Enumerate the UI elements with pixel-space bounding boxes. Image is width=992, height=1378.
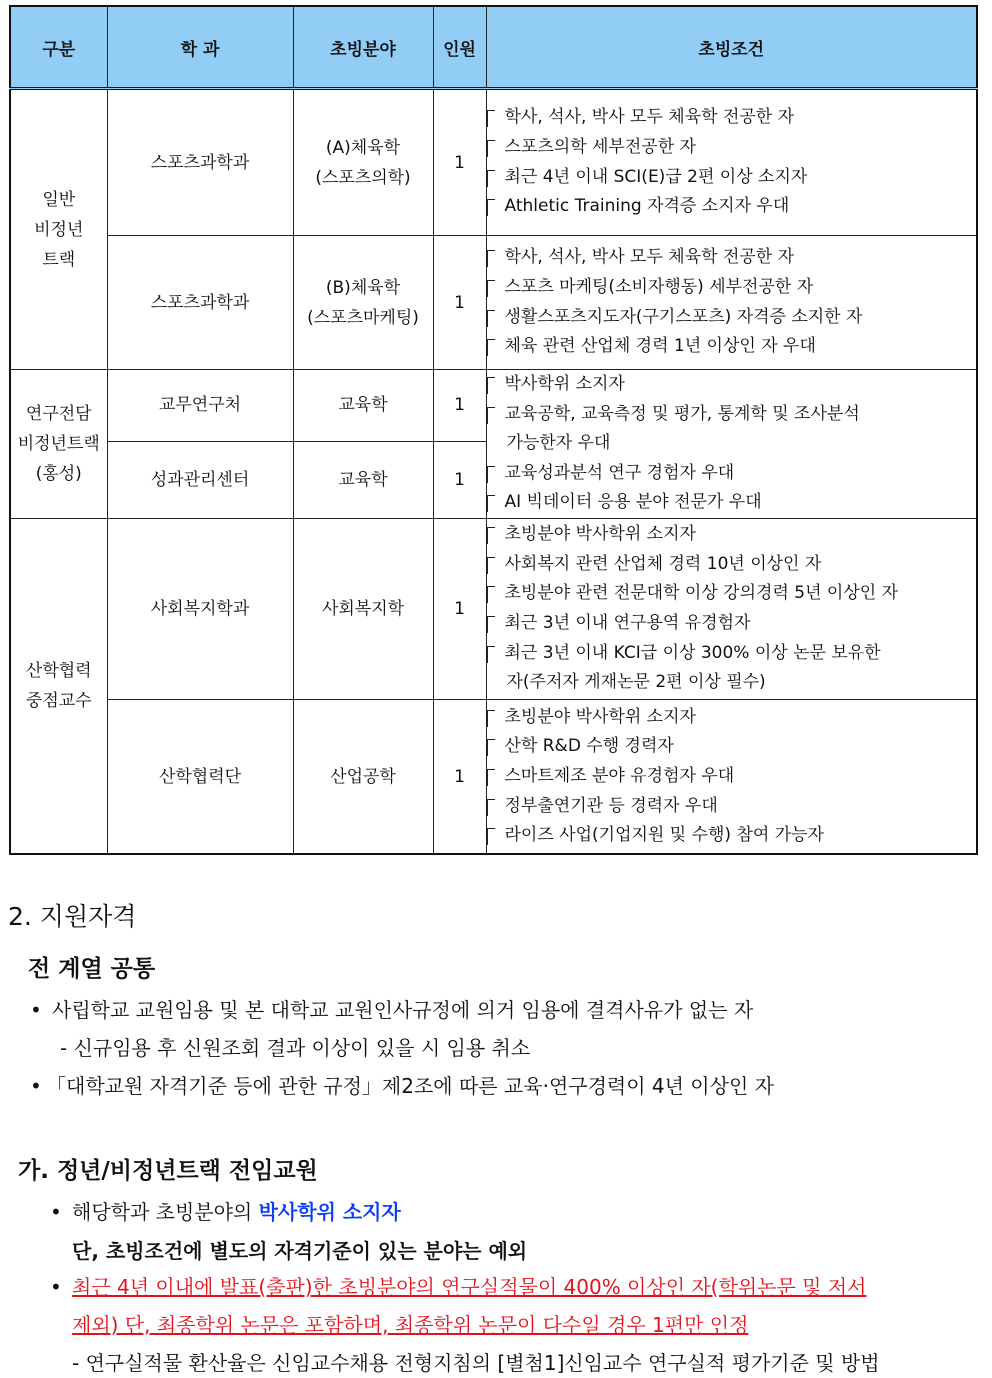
ga-item-red-text-cont: 제외) 단, 최종학위 논문은 포함하며, 최종학위 논문이 다수일 경우 1편만 인정: [72, 1313, 749, 1337]
count-cell: 1: [433, 699, 486, 854]
bullet-icon: •: [50, 1275, 62, 1299]
condition-item: 최근 3년 이내 KCI급 이상 300% 이상 논문 보유한: [487, 639, 977, 669]
common-item: [30, 994, 753, 1023]
count-cell: 1: [433, 236, 486, 370]
condition-item: 생활스포츠지도자(구기스포츠) 자격증 소지한 자: [487, 303, 977, 333]
ga-item-note: 단, 초빙조건에 별도의 자격기준이 있는 분야는 예외: [72, 1239, 528, 1263]
condition-item: 자(주저자 게재논문 2편 이상 필수): [506, 672, 766, 693]
recruitment-table: [9, 5, 978, 855]
ga-item-highlight: 박사학위 소지자: [258, 1200, 401, 1224]
group-research: 연구전담 비정년트랙 (홍성): [10, 370, 107, 519]
dept-cell: 스포츠과학과: [107, 236, 293, 370]
section-title: 2. 지원자격: [8, 902, 137, 931]
group-general: 일반 비정년 트랙: [10, 89, 107, 370]
field-cell: 사회복지학: [293, 518, 433, 699]
dept-cell: 성과관리센터: [107, 441, 293, 518]
condition-item: AI 빅데이터 응용 분야 전문가 우대: [487, 488, 977, 518]
condition-item: 스마트제조 분야 유경험자 우대: [487, 762, 977, 792]
header-field: 초빙분야: [293, 6, 433, 89]
conditions-cell: [486, 518, 977, 699]
table-row: [10, 370, 977, 442]
count-cell: 1: [433, 89, 486, 236]
header-count: 인원: [433, 6, 486, 89]
condition-item: 스포츠 마케팅(소비자행동) 세부전공한 자: [487, 273, 977, 303]
condition-item: 가능한자 우대: [506, 433, 611, 454]
count-cell: 1: [433, 441, 486, 518]
ga-item-text: 해당학과 초빙분야의: [72, 1200, 259, 1224]
conditions-cell: [486, 89, 977, 236]
table-row: [10, 236, 977, 370]
field-cell: 교육학: [293, 441, 433, 518]
dept-cell: 교무연구처: [107, 370, 293, 442]
bullet-icon: •: [30, 1074, 42, 1098]
condition-item: 사회복지 관련 산업체 경력 10년 이상인 자: [487, 550, 977, 580]
count-cell: 1: [433, 370, 486, 442]
common-subitem: - 신규임용 후 신원조회 결과 이상이 있을 시 임용 취소: [60, 1036, 531, 1060]
condition-item: 스포츠의학 세부전공한 자: [487, 133, 977, 163]
condition-item: 학사, 석사, 박사 모두 체육학 전공한 자: [487, 103, 977, 133]
common-item-text: 사립학교 교원임용 및 본 대학교 교원인사규정에 의거 임용에 결격사유가 없는 자: [52, 998, 754, 1022]
bullet-icon: •: [30, 998, 42, 1022]
group-industry: 산학협력 중점교수: [10, 518, 107, 854]
condition-item: 학사, 석사, 박사 모두 체육학 전공한 자: [487, 243, 977, 273]
header-department: 학 과: [107, 6, 293, 89]
ga-item: [50, 1196, 401, 1225]
field-cell: 교육학: [293, 370, 433, 442]
condition-item: 초빙분야 관련 전문대학 이상 강의경력 5년 이상인 자: [487, 579, 977, 609]
conditions-cell: [486, 236, 977, 370]
condition-item: 박사학위 소지자: [487, 370, 977, 400]
conditions-cell: [486, 370, 977, 519]
field-cell: 산업공학: [293, 699, 433, 854]
condition-item: 산학 R&D 수행 경력자: [487, 732, 977, 762]
dept-cell: 스포츠과학과: [107, 89, 293, 236]
condition-item: 초빙분야 박사학위 소지자: [487, 520, 977, 550]
ga-item-red-text: 최근 4년 이내에 발표(출판)한 초빙분야의 연구실적물이 400% 이상인 자(학위논문 및 저서: [72, 1275, 867, 1299]
dept-cell: 산학협력단: [107, 699, 293, 854]
condition-item: 초빙분야 박사학위 소지자: [487, 703, 977, 733]
common-item-text: 「대학교원 자격기준 등에 관한 규정」제2조에 따른 교육·연구경력이 4년 이상인 자: [46, 1074, 774, 1098]
field-cell: (A)체육학 (스포츠의학): [293, 89, 433, 236]
condition-item: 최근 4년 이내 SCI(E)급 2편 이상 소지자: [487, 163, 977, 193]
table-header-row: [10, 6, 977, 89]
dept-cell: 사회복지학과: [107, 518, 293, 699]
table-row: [10, 89, 977, 236]
condition-item: Athletic Training 자격증 소지자 우대: [487, 192, 977, 222]
condition-item: 교육성과분석 연구 경험자 우대: [487, 459, 977, 489]
ga-subitem: - 연구실적물 환산율은 신임교수채용 전형지침의 [별첨1]신임교수 연구실적 평가기준 및 방법: [72, 1351, 880, 1375]
header-category: 구분: [10, 6, 107, 89]
condition-item: 체육 관련 산업체 경력 1년 이상인 자 우대: [487, 332, 977, 362]
condition-item: 최근 3년 이내 연구용역 유경험자: [487, 609, 977, 639]
ga-heading: 가. 정년/비정년트랙 전임교원: [18, 1158, 318, 1184]
table-row: [10, 518, 977, 699]
common-item: [30, 1070, 774, 1099]
condition-item: 정부출연기관 등 경력자 우대: [487, 792, 977, 822]
count-cell: 1: [433, 518, 486, 699]
ga-item: [50, 1271, 866, 1300]
field-cell: (B)체육학 (스포츠마케팅): [293, 236, 433, 370]
condition-item: 라이즈 사업(기업지원 및 수행) 참여 가능자: [487, 821, 977, 851]
table-row: [10, 699, 977, 854]
bullet-icon: •: [50, 1200, 62, 1224]
conditions-cell: [486, 699, 977, 854]
condition-item: 교육공학, 교육측정 및 평가, 통계학 및 조사분석: [487, 400, 977, 430]
header-conditions: 초빙조건: [486, 6, 977, 89]
common-heading: 전 계열 공통: [28, 956, 156, 982]
